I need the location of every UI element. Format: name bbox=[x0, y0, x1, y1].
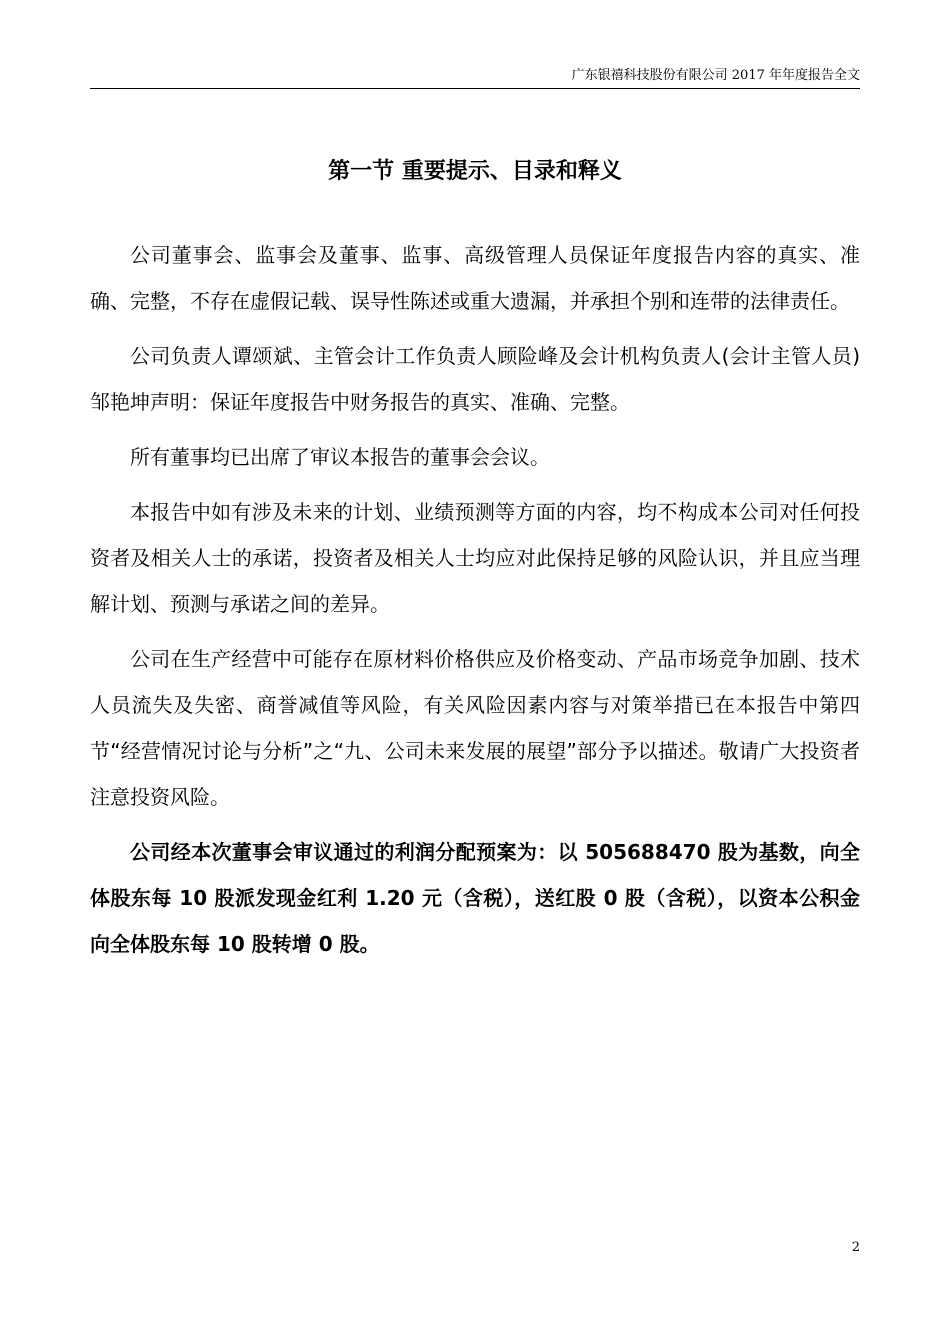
paragraph-financial-declaration: 公司负责人谭颂斌、主管会计工作负责人顾险峰及会计机构负责人(会计主管人员)邹艳坤声明：保证年度报告中财务报告的真实、准确、完整。 bbox=[90, 344, 860, 414]
paragraph-profit-distribution: 公司经本次董事会审议通过的利润分配预案为：以 505688470 股为基数，向全体股东每 10 股派发现金红利 1.20 元（含税），送红股 0 股（含税），以资本公积金向全体股东每 10 股转增 0 股。 bbox=[90, 840, 860, 956]
paragraph-forward-looking-disclaimer: 本报告中如有涉及未来的计划、业绩预测等方面的内容，均不构成本公司对任何投资者及相关人士的承诺，投资者及相关人士均应对此保持足够的风险认识，并且应当理解计划、预测与承诺之间的差异。 bbox=[90, 500, 860, 616]
section-title: 第一节 重要提示、目录和释义 bbox=[328, 159, 622, 184]
page-number: 2 bbox=[851, 1240, 860, 1255]
paragraph-responsibility-statement: 公司董事会、监事会及董事、监事、高级管理人员保证年度报告内容的真实、准确、完整，不存在虚假记载、误导性陈述或重大遗漏，并承担个别和连带的法律责任。 bbox=[90, 243, 860, 313]
paragraph-risk-factors: 公司在生产经营中可能存在原材料价格供应及价格变动、产品市场竞争加剧、技术人员流失及失密、商誉减值等风险，有关风险因素内容与对策举措已在本报告中第四节“经营情况讨论与分析”之“九、公司未来发展的展望”部分予以描述。敬请广大投资者注意投资风险。 bbox=[90, 647, 860, 809]
body-text bbox=[90, 232, 860, 976]
running-header bbox=[90, 66, 860, 89]
running-header-title: 广东银禧科技股份有限公司 2017 年年度报告全文 bbox=[571, 68, 860, 83]
paragraph-board-attendance: 所有董事均已出席了审议本报告的董事会会议。 bbox=[130, 445, 550, 469]
